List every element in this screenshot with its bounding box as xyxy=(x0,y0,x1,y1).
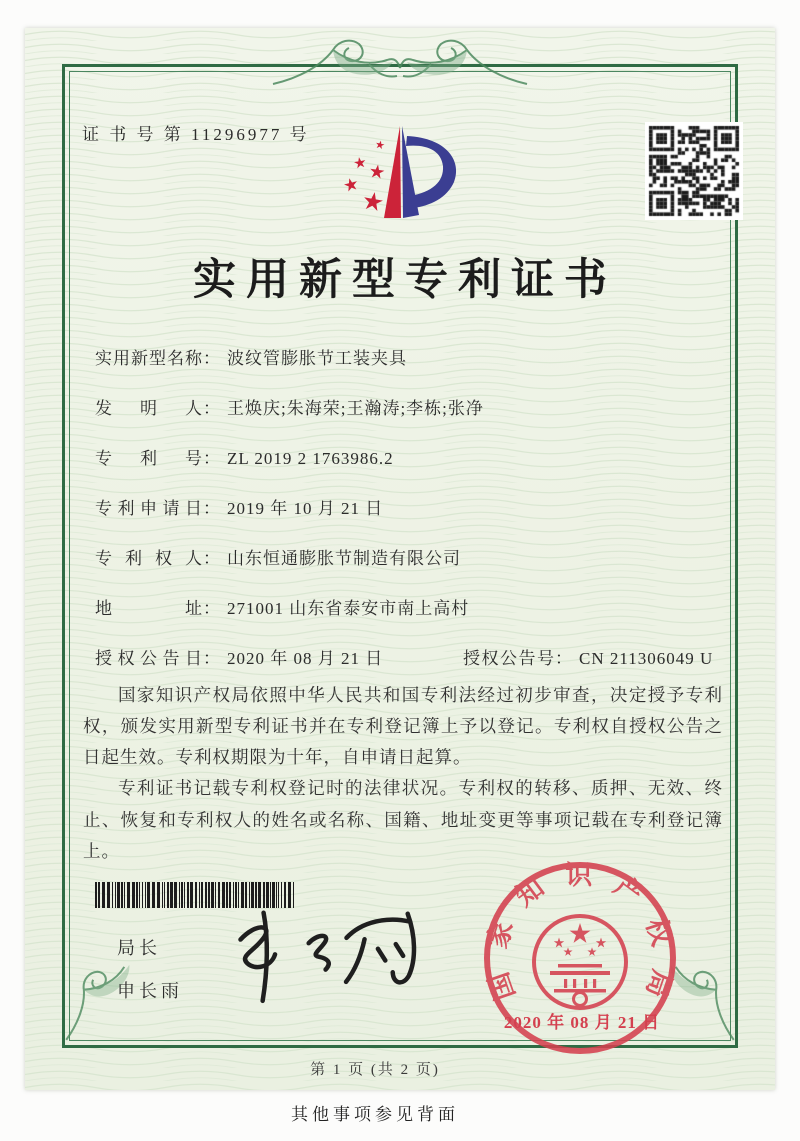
seal-date: 2020 年 08 月 21 日 xyxy=(503,1013,661,1032)
field-value: 2019 年 10 月 21 日 xyxy=(227,499,384,518)
field-list xyxy=(95,344,715,694)
field-label: 发明人 xyxy=(95,399,203,418)
field-label: 专利号 xyxy=(95,449,203,468)
legal-paragraph-2: 专利证书记载专利权登记时的法律状况。专利权的转移、质押、无效、终止、恢复和专利权人的姓名或名称、国籍、地址变更等事项记载在专利登记簿上。 xyxy=(83,778,723,861)
legal-text xyxy=(83,680,723,867)
cnipa-logo-icon xyxy=(328,112,478,240)
page-number: 第 1 页 (共 2 页) xyxy=(310,1062,440,1078)
field-row-name: 实用新型名称： 波纹管膨胀节工装夹具 xyxy=(95,344,715,394)
field-label: 专利申请日 xyxy=(95,499,203,518)
national-emblem-icon xyxy=(534,916,626,1008)
certificate-number: 证 书 号 第 11296977 号 xyxy=(82,125,310,144)
field-row-filing-date: 专利申请日： 2019 年 10 月 21 日 xyxy=(95,494,715,544)
field-value: 山东恒通膨胀节制造有限公司 xyxy=(227,549,461,568)
certificate-paper xyxy=(25,28,775,1090)
certificate-title: 实用新型专利证书 xyxy=(193,257,617,304)
field-row-grant: 授权公告日： 2020 年 08 月 21 日 授权公告号： CN 211306049 U xyxy=(95,644,715,694)
commissioner-name: 申长雨 xyxy=(117,981,183,1001)
field-label: 授权公告日 xyxy=(95,649,203,668)
field-label: 专利权人 xyxy=(95,549,203,568)
field-row-patent-number: 专利号： ZL 2019 2 1763986.2 xyxy=(95,444,715,494)
commissioner-label: 局长 xyxy=(117,938,161,958)
commissioner-signature-icon xyxy=(211,896,445,1009)
grant-number-value: CN 211306049 U xyxy=(579,649,714,668)
field-value: 王焕庆;朱海荣;王瀚涛;李栋;张净 xyxy=(227,399,484,418)
grant-number-pair: 授权公告号： CN 211306049 U xyxy=(463,644,713,669)
field-value: 波纹管膨胀节工装夹具 xyxy=(227,349,407,368)
field-value: ZL 2019 2 1763986.2 xyxy=(227,449,394,468)
seal-ring-text: 国家知识产权局 xyxy=(482,859,678,1004)
field-row-address: 地址： 271001 山东省泰安市南上高村 xyxy=(95,594,715,644)
field-row-inventors: 发明人： 王焕庆;朱海荣;王瀚涛;李栋;张净 xyxy=(95,394,715,444)
legal-paragraph-1: 国家知识产权局依照中华人民共和国专利法经过初步审查，决定授予专利权，颁发实用新型专利证书并在专利登记簿上予以登记。专利权自授权公告之日起生效。专利权期限为十年，自申请日起算。 xyxy=(83,685,723,768)
grant-date-value: 2020 年 08 月 21 日 xyxy=(227,649,384,668)
field-label: 实用新型名称 xyxy=(95,349,203,368)
qr-code xyxy=(645,122,743,220)
field-value: 271001 山东省泰安市南上高村 xyxy=(227,599,470,618)
back-note: 其他事项参见背面 xyxy=(291,1105,459,1124)
signer-block xyxy=(117,934,183,1020)
field-label: 授权公告号 xyxy=(463,649,555,668)
field-label: 地址 xyxy=(95,599,203,618)
field-row-patentee: 专利权人： 山东恒通膨胀节制造有限公司 xyxy=(95,544,715,594)
